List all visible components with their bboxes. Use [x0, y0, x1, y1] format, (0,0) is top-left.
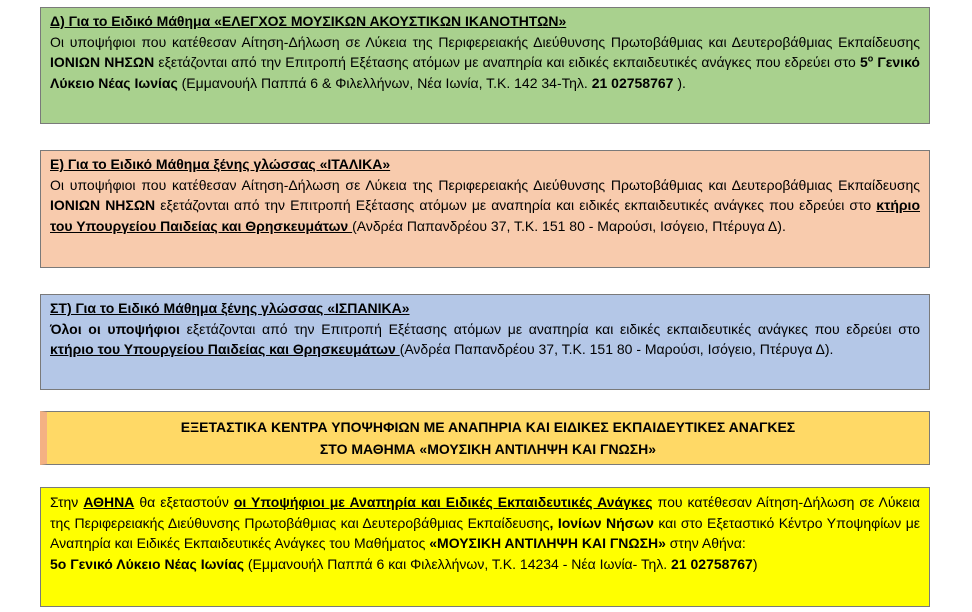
section-e-text — [50, 175, 920, 237]
section-e-box — [40, 150, 930, 268]
region-name: ΙΟΝΙΩΝ ΝΗΣΩΝ — [50, 197, 156, 214]
phone-number: 21 02758767 — [671, 555, 753, 572]
subject-name: «ΜΟΥΣΙΚΗ ΑΝΤΙΛΗΨΗ ΚΑΙ ΓΝΩΣΗ» — [429, 535, 666, 552]
text-run: Οι υποψήφιοι που κατέθεσαν Αίτηση-Δήλωση σε Λύκεια της Περιφερειακής Διεύθυνσης Πρωτοβάθμιας και Δευτεροβάθμιας Εκπαίδευσης — [50, 33, 920, 50]
text-run: ) — [752, 555, 758, 572]
school-name: Γενικό Λύκειο Νέας Ιωνίας — [50, 54, 920, 91]
ministry-building: κτήριο του Υπουργείου Παιδείας και Θρησκευμάτων — [50, 341, 400, 358]
text-run: (Ανδρέα Παπανδρέου 37, Τ.Κ. 151 80 - Μαρούσι, Ισόγειο, Πτέρυγα Δ). — [352, 217, 786, 234]
text-run: (Ανδρέα Παπανδρέου 37, Τ.Κ. 151 80 - Μαρούσι, Ισόγειο, Πτέρυγα Δ). — [399, 341, 834, 358]
region-name: , Ιονίων Νήσων — [549, 514, 654, 531]
section-d-title: Δ) Για το Ειδικό Μάθημα «ΕΛΕΓΧΟΣ ΜΟΥΣΙΚΩΝ ΑΚΟΥΣΤΙΚΩΝ ΙΚΑΝΟΤΗΤΩΝ» — [50, 13, 567, 29]
all-candidates: Όλοι οι υποψήφιοι — [50, 320, 180, 337]
school-number: 5 — [859, 54, 868, 71]
section-d-box — [40, 7, 930, 124]
text-run: εξετάζονται από την Επιτροπή Εξέτασης ατόμων με αναπηρία και ειδικές εκπαιδευτικές ανάγκες που εδρεύει στο — [179, 320, 920, 337]
school-name: 5ο Γενικό Λύκειο Νέας Ιωνίας — [50, 555, 244, 572]
text-run: εξετάζονται από την Επιτροπή Εξέτασης ατόμων με αναπηρία και ειδικές εκπαιδευτικές ανάγκες που εδρεύει στο — [155, 197, 877, 214]
text-run: που κατέθεσαν Αίτηση-Δήλωση σε Λύκεια της Περιφερειακής Διεύθυνσης Πρωτοβάθμιας και Δευτεροβάθμιας Εκπαίδευσης — [50, 494, 920, 531]
phone-number: 21 02758767 — [591, 74, 674, 91]
text-run: (Εμμανουήλ Παππά 6 & Φιλελλήνων, Νέα Ιωνία, Τ.Κ. 142 34-Τηλ. — [177, 74, 592, 91]
section-st-text — [50, 319, 920, 360]
exam-centers-heading — [40, 411, 930, 465]
ordinal-superscript: ο — [867, 53, 874, 64]
text-run: θα εξεταστούν — [134, 494, 234, 510]
section-st-box — [40, 294, 930, 390]
section-athens-text — [50, 492, 920, 574]
text-run: εξετάζονται από την Επιτροπή Εξέτασης ατόμων με αναπηρία και ειδικές εκπαιδευτικές ανάγκες που εδρεύει στο — [154, 54, 860, 71]
text-run: Οι υποψήφιοι που κατέθεσαν Αίτηση-Δήλωση σε Λύκεια της Περιφερειακής Διεύθυνσης Πρωτοβάθμιας και Δευτεροβάθμιας Εκπαίδευσης — [50, 176, 920, 193]
text-run: στην Αθήνα: — [665, 535, 746, 552]
section-d-text — [50, 32, 920, 94]
text-run: ). — [673, 74, 686, 91]
city-name: ΑΘΗΝΑ — [83, 494, 135, 510]
section-e-title: Ε) Για το Ειδικό Μάθημα ξένης γλώσσας «ΙΤΑΛΙΚΑ» — [50, 156, 391, 172]
ministry-building: κτήριο του Υπουργείου Παιδείας και Θρησκευμάτων — [50, 197, 920, 234]
section-athens-box — [40, 487, 930, 607]
region-name: ΙΟΝΙΩΝ ΝΗΣΩΝ — [50, 54, 155, 71]
candidates-group: οι Υποψήφιοι με Αναπηρία και Ειδικές Εκπαιδευτικές Ανάγκες — [233, 494, 653, 510]
section-st-title: ΣΤ) Για το Ειδικό Μάθημα ξένης γλώσσας «ΙΣΠΑΝΙΚΑ» — [50, 300, 410, 316]
heading-line-1: ΕΞΕΤΑΣΤΙΚΑ ΚΕΝΤΡΑ ΥΠΟΨΗΦΙΩΝ ΜΕ ΑΝΑΠΗΡΙΑ ΚΑΙ ΕΙΔΙΚΕΣ ΕΚΠΑΙΔΕΥΤΙΚΕΣ ΑΝΑΓΚΕΣ — [180, 419, 796, 435]
text-run: και στο Εξεταστικό Κέντρο Υποψηφίων με Αναπηρία και Ειδικές Εκπαιδευτικές Ανάγκες του Μαθήματος — [50, 514, 921, 552]
heading-line-2: ΣΤΟ ΜΑΘΗΜΑ «ΜΟΥΣΙΚΗ ΑΝΤΙΛΗΨΗ ΚΑΙ ΓΝΩΣΗ» — [319, 441, 657, 457]
text-run: (Εμμανουήλ Παππά 6 και Φιλελλήνων, Τ.Κ. 14234 - Νέα Ιωνία- Τηλ. — [243, 555, 672, 572]
text-run: Στην — [50, 494, 84, 510]
